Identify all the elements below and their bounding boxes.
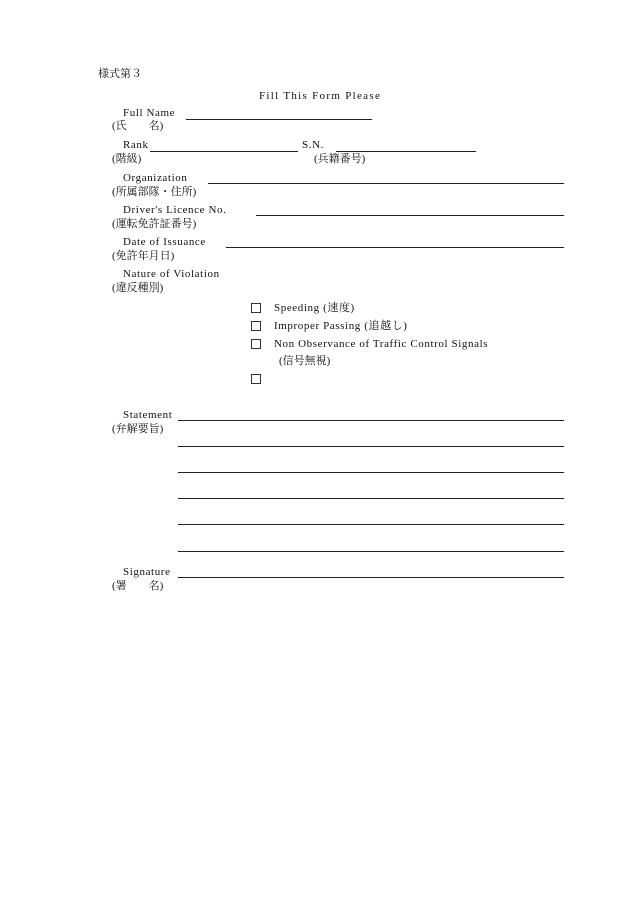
rank-field[interactable] [150, 151, 298, 152]
full-name-label: Full Name [123, 107, 176, 119]
traffic-signals-label: Non Observance of Traffic Control Signals [274, 338, 489, 350]
statement-label: Statement [123, 409, 173, 421]
date-of-issuance-label: Date of Issuance [123, 236, 206, 248]
speeding-label: Speeding (速度) [274, 302, 355, 314]
full-name-label-jp: (氏 名) [112, 120, 164, 132]
speeding-checkbox[interactable] [251, 303, 261, 313]
signature-label: Signature [123, 566, 171, 578]
full-name-field[interactable] [186, 119, 372, 120]
statement-label-jp: (弁解要旨) [112, 423, 164, 435]
improper-passing-checkbox[interactable] [251, 321, 261, 331]
serial-number-field[interactable] [336, 151, 476, 152]
organization-label: Organization [123, 172, 188, 184]
drivers-licence-label-jp: (運転免許証番号) [112, 218, 197, 230]
statement-line-6[interactable] [178, 551, 564, 552]
rank-label-jp: (階級) [112, 153, 142, 165]
nature-of-violation-label: Nature of Violation [123, 268, 220, 280]
nature-of-violation-label-jp: (違反種別) [112, 282, 164, 294]
statement-line-4[interactable] [178, 498, 564, 499]
statement-line-3[interactable] [178, 472, 564, 473]
traffic-signals-checkbox[interactable] [251, 339, 261, 349]
organization-field[interactable] [208, 183, 564, 184]
signature-field[interactable] [178, 577, 564, 578]
form-title: Fill This Form Please [259, 90, 382, 102]
drivers-licence-field[interactable] [256, 215, 564, 216]
other-violation-checkbox[interactable] [251, 374, 261, 384]
date-of-issuance-label-jp: (免許年月日) [112, 250, 175, 262]
rank-label: Rank [123, 139, 149, 151]
form-number: 様式第３ [98, 68, 142, 80]
signature-label-jp: (署 名) [112, 580, 164, 592]
drivers-licence-label: Driver's Licence No. [123, 204, 227, 216]
date-of-issuance-field[interactable] [226, 247, 564, 248]
statement-line-5[interactable] [178, 524, 564, 525]
statement-line-1[interactable] [178, 420, 564, 421]
organization-label-jp: (所属部隊・住所) [112, 186, 197, 198]
statement-line-2[interactable] [178, 446, 564, 447]
serial-number-label-jp: (兵籍番号) [314, 153, 366, 165]
serial-number-label: S.N. [302, 139, 324, 151]
traffic-signals-label-jp: (信号無視) [279, 355, 331, 367]
improper-passing-label: Improper Passing (追越し) [274, 320, 408, 332]
